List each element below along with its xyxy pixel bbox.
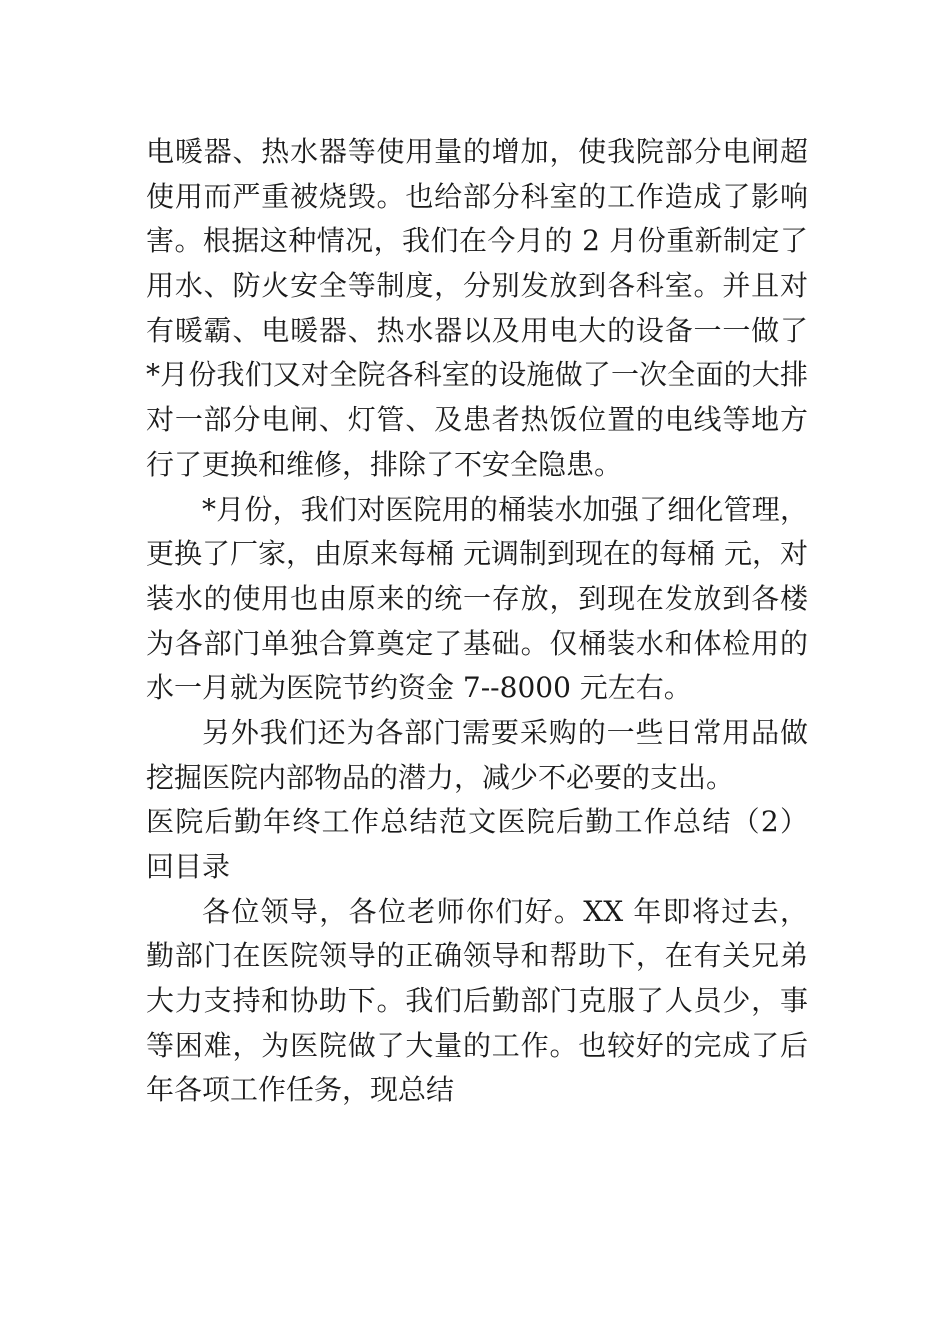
text-line: *月份我们又对全院各科室的设施做了一次全面的大排 [146,358,808,392]
text-line: 行了更换和维修，排除了不安全隐患。 [146,447,623,481]
section-heading: 回目录 [146,850,231,883]
text-line: *月份，我们对医院用的桶装水加强了细化管理， [202,492,808,526]
section-heading: 医院后勤年终工作总结范文医院后勤工作总结（2） [146,805,808,839]
text-line: 挖掘医院内部物品的潜力，减少不必要的支出。 [146,760,735,794]
text-line: 年各项工作任务，现总结 [146,1073,455,1107]
text-line: 使用而严重被烧毁。也给部分科室的工作造成了影响 [146,179,808,213]
text-line: 害。根据这种情况，我们在今月的 2 月份重新制定了 [146,224,808,258]
text-line: 电暖器、热水器等使用量的增加，使我院部分电闸超 [146,135,808,168]
text-line: 各位领导，各位老师你们好。XX 年即将过去， [202,894,808,928]
text-line: 装水的使用也由原来的统一存放，到现在发放到各楼 [146,581,808,615]
text-line: 用水、防火安全等制度，分别发放到各科室。并且对 [146,269,808,303]
text-line: 对一部分电闸、灯管、及患者热饭位置的电线等地方 [146,403,808,437]
text-line: 大力支持和协助下。我们后勤部门克服了人员少，事 [146,984,808,1018]
text-line: 有暖霸、电暖器、热水器以及用电大的设备一一做了 [146,313,808,347]
text-line: 另外我们还为各部门需要采购的一些日常用品做 [202,715,808,749]
text-line: 等困难，为医院做了大量的工作。也较好的完成了后 [146,1028,808,1062]
document-body [146,130,808,1113]
text-line: 更换了厂家，由原来每桶 元调制到现在的每桶 元，对 [146,537,808,571]
text-line: 勤部门在医院领导的正确领导和帮助下，在有关兄弟 [146,939,808,973]
text-line: 为各部门单独合算奠定了基础。仅桶装水和体检用的 [146,626,808,660]
text-line: 水一月就为医院节约资金 7--8000 元左右。 [146,671,692,705]
